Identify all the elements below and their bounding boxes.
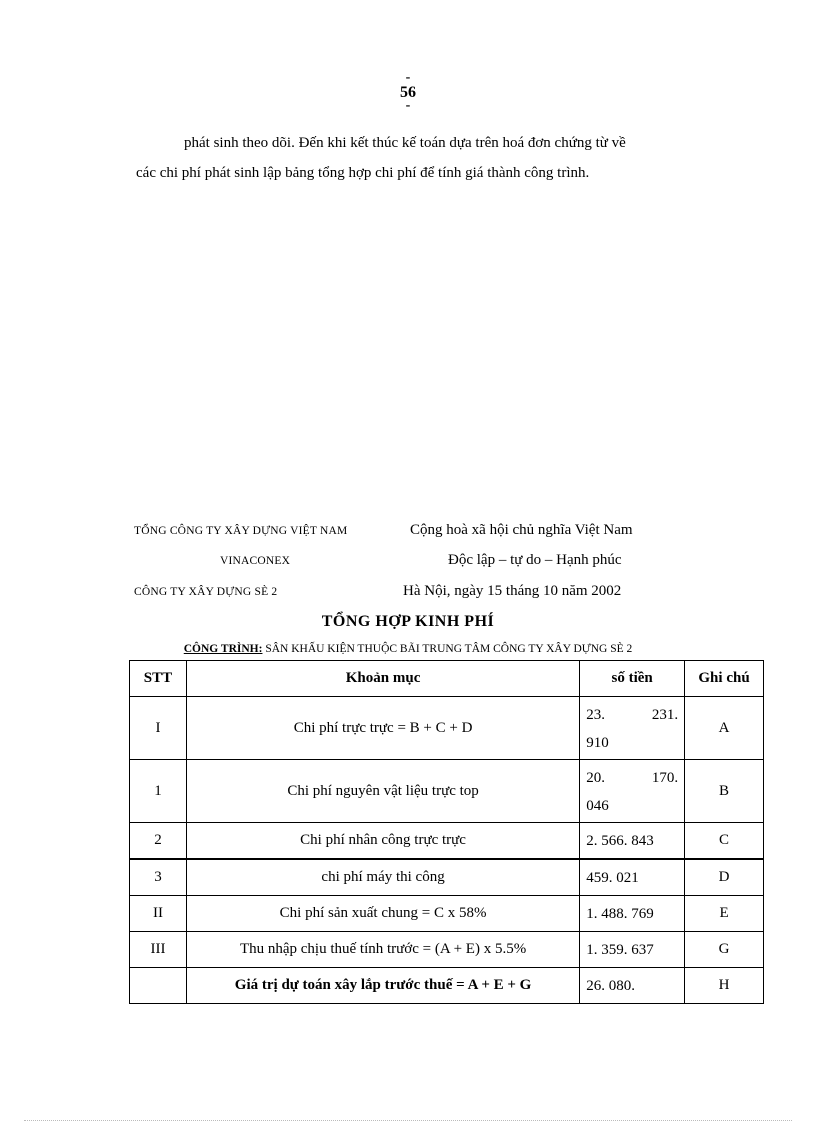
row-stt [130, 968, 187, 1004]
page-dash-top: - [405, 70, 411, 85]
row-item: Chi phí nhân công trực trực [186, 823, 579, 860]
amount-part: 046 [586, 798, 609, 814]
row-amount: 1. 359. 637 [580, 932, 685, 968]
row-amount: 2. 566. 843 [580, 823, 685, 860]
document-title: TỔNG HỢP KINH PHÍ [321, 613, 495, 630]
table-row [130, 760, 764, 823]
page-dash-bottom: - [405, 98, 411, 113]
page-number: 56 [400, 84, 416, 101]
header-stt: STT [130, 661, 187, 697]
paragraph-line-1: phát sinh theo dõi. Đến khi kết thúc kế toán dựa trên hoá đơn chứng từ về [184, 135, 626, 151]
document-date: Hà Nội, ngày 15 tháng 10 năm 2002 [403, 583, 622, 599]
row-item: Chi phí nguyên vật liệu trực top [186, 760, 579, 823]
table-header-row [130, 661, 764, 697]
org-short: VINACONEX [220, 555, 291, 567]
row-stt: 2 [130, 823, 187, 860]
row-note: A [685, 697, 764, 760]
table-row [130, 697, 764, 760]
row-item: Thu nhập chịu thuế tính trước = (A + E) x 5.5% [186, 932, 579, 968]
row-amount [580, 697, 685, 760]
row-stt: 1 [130, 760, 187, 823]
project-name: SÂN KHẤU KIỆN THUỘC BÃI TRUNG TÂM CÔNG TY XÂY DỰNG SÈ 2 [265, 643, 633, 655]
row-stt: III [130, 932, 187, 968]
row-note: H [685, 968, 764, 1004]
row-item: chi phí máy thi công [186, 859, 579, 896]
org-parent: TỔNG CÔNG TY XÂY DỰNG VIỆT NAM [134, 525, 348, 537]
nation-heading: Cộng hoà xã hội chủ nghĩa Việt Nam [410, 522, 633, 538]
row-item: Chi phí trực trực = B + C + D [186, 697, 579, 760]
project-label: CÔNG TRÌNH: [183, 643, 263, 655]
row-amount: 1. 488. 769 [580, 896, 685, 932]
header-amount: số tiền [580, 661, 685, 697]
amount-part: 20. [586, 770, 605, 786]
org-company: CÔNG TY XÂY DỰNG SÈ 2 [134, 586, 278, 598]
table-row [130, 823, 764, 860]
amount-part: 170. [651, 770, 679, 786]
row-amount: 459. 021 [580, 859, 685, 896]
amount-part: 231. [651, 707, 679, 723]
project-line [0, 643, 816, 655]
table-row [130, 859, 764, 896]
header-item: Khoản mục [186, 661, 579, 697]
row-stt: II [130, 896, 187, 932]
header-note: Ghi chú [685, 661, 764, 697]
body-paragraph [136, 128, 738, 188]
amount-part: 23. [586, 707, 605, 723]
paragraph-line-2: các chi phí phát sinh lập bảng tổng hợp chi phí để tính giá thành công trình. [136, 165, 590, 181]
row-note: E [685, 896, 764, 932]
amount-part: 910 [586, 735, 609, 751]
table-row [130, 968, 764, 1004]
row-item: Giá trị dự toán xây lắp trước thuế = A + E + G [186, 968, 579, 1004]
row-item: Chi phí sản xuất chung = C x 58% [186, 896, 579, 932]
row-stt: 3 [130, 859, 187, 896]
table-row [130, 932, 764, 968]
row-note: B [685, 760, 764, 823]
cost-summary-table [129, 660, 764, 1004]
row-note: C [685, 823, 764, 860]
motto: Độc lập – tự do – Hạnh phúc [448, 552, 622, 568]
row-note: D [685, 859, 764, 896]
row-stt: I [130, 697, 187, 760]
table-row [130, 896, 764, 932]
row-note: G [685, 932, 764, 968]
page-bottom-border [24, 1120, 792, 1121]
page-number-block [0, 70, 816, 114]
row-amount: 26. 080. [580, 968, 685, 1004]
row-amount [580, 760, 685, 823]
